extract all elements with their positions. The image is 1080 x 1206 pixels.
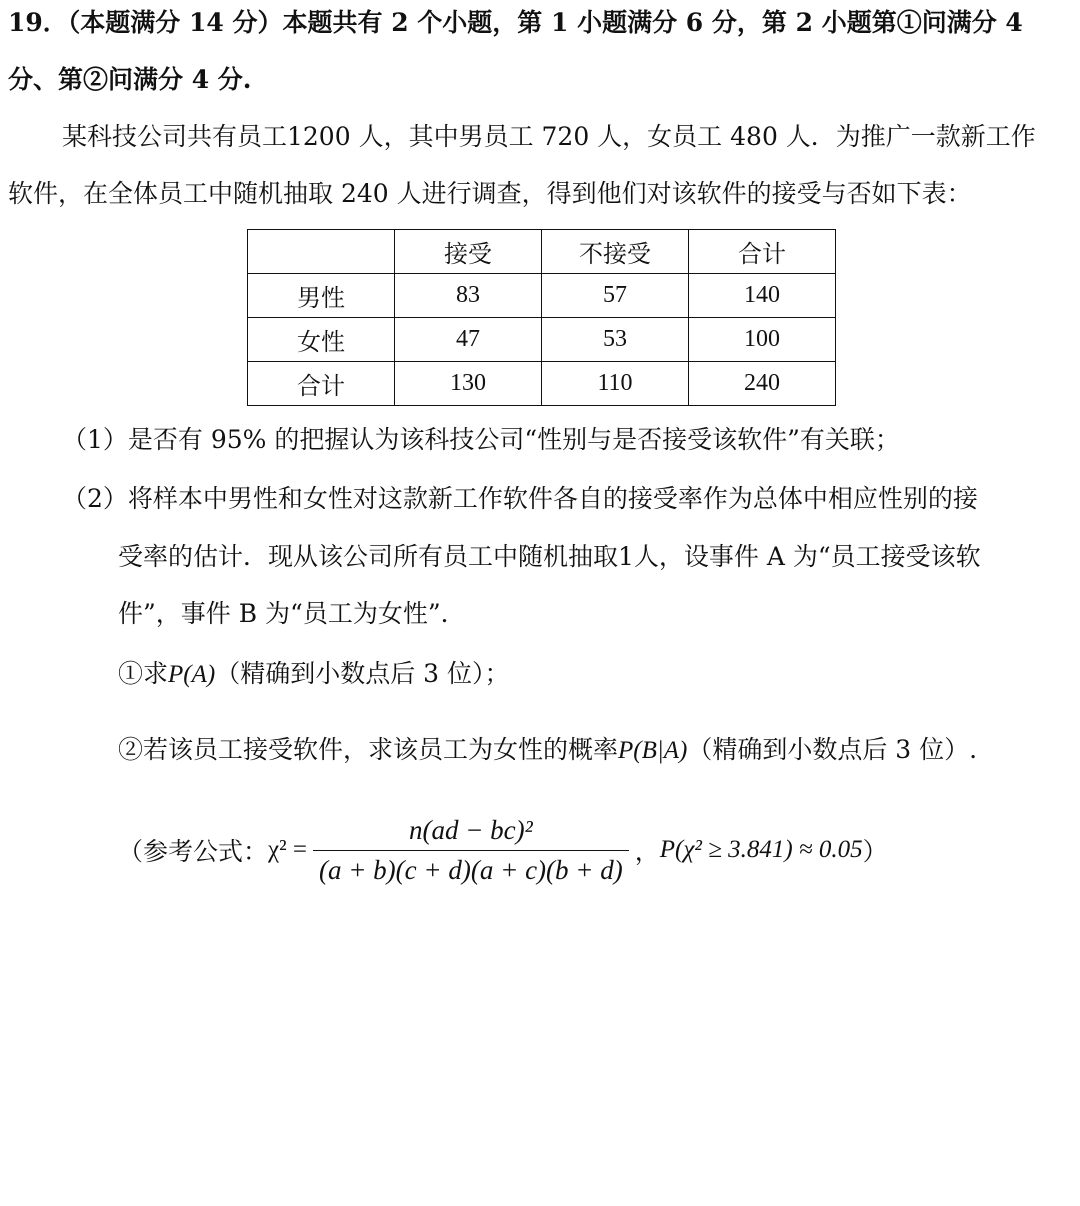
table-cell: 57 (542, 274, 689, 318)
part-1-prefix: ①求 (118, 659, 169, 688)
table-header-row (248, 230, 836, 274)
formula-numerator: n(ad − bc)² (408, 814, 533, 845)
table-row (248, 362, 836, 406)
question-2-part-1 (118, 657, 510, 692)
table-row (248, 274, 836, 318)
table-header-cell (248, 230, 395, 274)
table-row-label: 男性 (248, 274, 395, 318)
part-2-prefix: ②若该员工接受软件，求该员工为女性的概率 (118, 735, 619, 764)
formula-probability: P(χ² ≥ 3.841) ≈ 0.05 (659, 836, 863, 863)
formula-suffix: ） (862, 837, 888, 866)
problem-header-line2: 分、第②问满分 4 分. (8, 65, 252, 94)
formula-denominator: (a + b)(c + d)(a + c)(b + d) (313, 850, 629, 886)
table-row-label: 女性 (248, 318, 395, 362)
formula-lhs: χ² = (268, 836, 307, 863)
table-cell: 47 (395, 318, 542, 362)
table-row-label: 合计 (248, 362, 395, 406)
question-2-line3: 件”，事件 B 为“员工为女性”． (118, 599, 466, 628)
intro-line1: 某科技公司共有员工1200 人，其中男员工 720 人，女员工 480 人．为推广一款新工作 (62, 122, 1036, 151)
intro-line2: 软件，在全体员工中随机抽取 240 人进行调查，得到他们对该软件的接受与否如下表： (8, 179, 972, 208)
table-row (248, 318, 836, 362)
question-2-line1: （2）将样本中男性和女性对这款新工作软件各自的接受率作为总体中相应性别的接 (62, 484, 978, 513)
table-cell: 100 (689, 318, 836, 362)
table-header-cell: 接受 (395, 230, 542, 274)
question-2-line2: 受率的估计．现从该公司所有员工中随机抽取1人，设事件 A 为“员工接受该软 (118, 542, 981, 571)
part-1-math: P(A) (168, 661, 216, 688)
part-2-math: P(B|A) (618, 737, 688, 764)
table-header-cell: 不接受 (542, 230, 689, 274)
table-cell: 240 (689, 362, 836, 406)
table-cell: 140 (689, 274, 836, 318)
reference-formula (118, 800, 888, 900)
table-cell: 130 (395, 362, 542, 406)
table-cell: 53 (542, 318, 689, 362)
formula-fraction (313, 815, 629, 886)
question-1: （1）是否有 95% 的把握认为该科技公司“性别与是否接受该软件”有关联； (62, 425, 900, 454)
part-2-suffix: （精确到小数点后 3 位）. (687, 735, 978, 764)
table-header-cell: 合计 (689, 230, 836, 274)
table-cell: 83 (395, 274, 542, 318)
formula-separator: ， (634, 837, 660, 866)
part-1-suffix: （精确到小数点后 3 位）； (215, 659, 510, 688)
survey-table (247, 229, 836, 406)
question-2-part-2 (118, 733, 977, 768)
problem-header-line1: 19．（本题满分 14 分）本题共有 2 个小题，第 1 小题满分 6 分，第 2 小题第①问满分 4 (8, 8, 1023, 37)
formula-prefix: （参考公式： (118, 837, 269, 866)
table-cell: 110 (542, 362, 689, 406)
